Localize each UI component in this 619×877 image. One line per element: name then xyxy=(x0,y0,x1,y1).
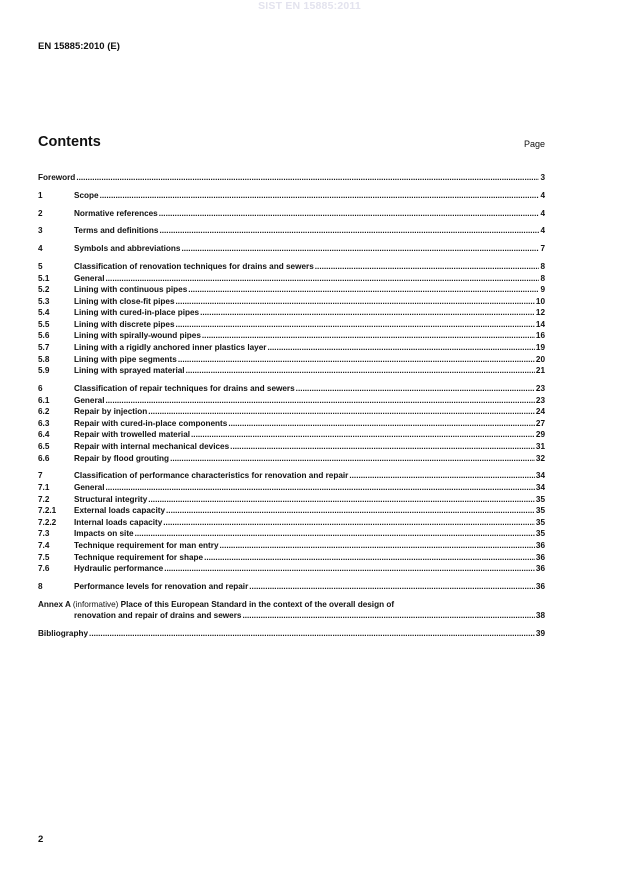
leader-dots xyxy=(164,563,535,575)
toc-entry-page: 20 xyxy=(535,354,545,364)
toc-entry-title: Normative references xyxy=(74,208,158,218)
toc-entry-title: Technique requirement for man entry xyxy=(74,540,219,550)
toc-entry-number: 5.2 xyxy=(38,285,50,295)
leader-dots xyxy=(188,284,539,296)
toc-entry[interactable] xyxy=(38,470,545,482)
annex-title-line1: Place of this European Standard in the context of the overall design of xyxy=(120,599,395,609)
toc-entry-number: 3 xyxy=(38,226,43,236)
toc-entry-number: 5 xyxy=(38,261,43,271)
leader-dots xyxy=(106,482,535,494)
toc-entry[interactable] xyxy=(38,581,545,593)
toc-entry-title: General xyxy=(74,273,105,283)
toc-entry-title: Internal loads capacity xyxy=(74,517,163,527)
document-id: EN 15885:2010 (E) xyxy=(38,41,120,52)
watermark: SIST EN 15885:2011 xyxy=(258,0,361,12)
toc-entry-number: 5.6 xyxy=(38,331,50,341)
toc-entry-page: 23 xyxy=(535,395,545,405)
toc-entry-number: 8 xyxy=(38,581,43,591)
table-of-contents xyxy=(38,172,545,640)
toc-entry-page: 31 xyxy=(535,442,545,451)
toc-entry[interactable] xyxy=(38,552,545,564)
toc-entry-number: 1 xyxy=(38,190,43,200)
toc-entry[interactable] xyxy=(38,517,545,529)
toc-entry-title: Repair with cured-in-place components xyxy=(74,418,228,428)
toc-entry-page: 16 xyxy=(535,331,545,341)
leader-dots xyxy=(181,243,539,255)
leader-dots xyxy=(148,494,535,506)
toc-entry-title: Lining with continuous pipes xyxy=(74,285,188,295)
toc-entry-page: 23 xyxy=(535,384,545,394)
toc-entry[interactable] xyxy=(38,273,545,285)
leader-dots xyxy=(296,383,535,395)
toc-entry-page: 35 xyxy=(535,517,545,527)
toc-entry-title: Terms and definitions xyxy=(74,226,159,236)
leader-dots xyxy=(178,354,535,366)
toc-entry[interactable] xyxy=(38,365,545,377)
toc-entry-title: Repair by injection xyxy=(74,407,148,417)
toc-entry-title: Scope xyxy=(74,190,99,200)
toc-entry[interactable] xyxy=(38,284,545,296)
toc-entry-title: Impacts on site xyxy=(74,529,134,539)
toc-entry-number: 6.1 xyxy=(38,395,50,405)
toc-entry[interactable] xyxy=(38,319,545,331)
toc-entry-number: 7.2.1 xyxy=(38,506,57,516)
toc-entry-title: Lining with close-fit pipes xyxy=(74,296,175,306)
annex-page: 38 xyxy=(535,611,545,621)
toc-entry-page: 7 xyxy=(540,244,545,254)
toc-entry-page: 24 xyxy=(535,407,545,417)
toc-entry-title: Lining with cured-in-place pipes xyxy=(74,308,200,318)
toc-entry-annex-a[interactable] xyxy=(38,599,545,622)
leader-dots xyxy=(159,208,540,220)
leader-dots xyxy=(163,517,535,529)
toc-entry-page: 32 xyxy=(535,453,545,463)
toc-entry-title: Symbols and abbreviations xyxy=(74,244,181,254)
toc-entry-number: 7.2 xyxy=(38,494,50,504)
toc-entry[interactable] xyxy=(38,429,545,441)
leader-dots xyxy=(148,406,535,418)
leader-dots xyxy=(267,342,534,354)
toc-entry[interactable] xyxy=(38,243,545,255)
toc-entry[interactable] xyxy=(38,307,545,319)
leader-dots xyxy=(106,395,535,407)
toc-entry-number: 2 xyxy=(38,208,43,218)
toc-entry-page: 29 xyxy=(535,430,545,440)
toc-entry-page: 21 xyxy=(535,366,545,376)
toc-entry-number: 6.5 xyxy=(38,442,50,451)
toc-entry-number: 6.3 xyxy=(38,418,50,428)
toc-entry[interactable] xyxy=(38,528,545,540)
toc-entry-number: 7.5 xyxy=(38,552,50,562)
toc-entry[interactable] xyxy=(38,441,545,453)
toc-entry-title: Repair with internal mechanical devices xyxy=(74,442,230,451)
leader-dots xyxy=(135,528,535,540)
toc-entry-page: 19 xyxy=(535,343,545,353)
toc-entry-number: 5.7 xyxy=(38,343,50,353)
toc-entry-page: 34 xyxy=(535,482,545,492)
toc-entry-title: Lining with pipe segments xyxy=(74,354,177,364)
toc-entry[interactable] xyxy=(38,354,545,366)
page-column-label: Page xyxy=(523,139,545,149)
leader-dots xyxy=(176,319,535,331)
bibliography-title: Bibliography xyxy=(38,629,89,639)
toc-entry-title: Performance levels for renovation and repair xyxy=(74,581,249,591)
toc-entry-title: Lining with spirally-wound pipes xyxy=(74,331,201,341)
toc-entry-page: 27 xyxy=(535,418,545,428)
toc-entry-number: 6.6 xyxy=(38,453,50,463)
toc-entry-title: Lining with discrete pipes xyxy=(74,319,175,329)
toc-entry-title: Lining with a rigidly anchored inner plastics layer xyxy=(74,343,267,353)
toc-entry-number: 5.4 xyxy=(38,308,50,318)
annex-label: Annex A xyxy=(38,599,71,609)
toc-entry-title: Technique requirement for shape xyxy=(74,552,204,562)
toc-entry[interactable] xyxy=(38,190,545,202)
toc-entry-number: 6 xyxy=(38,384,43,394)
toc-entry-page: 35 xyxy=(535,506,545,516)
toc-entry-page: 36 xyxy=(535,581,545,591)
toc-entry[interactable] xyxy=(38,208,545,220)
leader-dots xyxy=(230,441,535,453)
leader-dots xyxy=(176,296,535,308)
toc-entry-title: External loads capacity xyxy=(74,506,166,516)
leader-dots xyxy=(159,225,539,237)
leader-dots xyxy=(76,172,539,184)
toc-entry-number: 4 xyxy=(38,244,43,254)
toc-entry[interactable] xyxy=(38,453,545,465)
leader-dots xyxy=(228,418,535,430)
toc-entry-page: 8 xyxy=(540,273,545,283)
toc-entry-page: 36 xyxy=(535,552,545,562)
toc-entry-title: General xyxy=(74,395,105,405)
toc-entry[interactable] xyxy=(38,563,545,575)
toc-entry-page: 4 xyxy=(540,190,545,200)
toc-entry-page: 34 xyxy=(535,471,545,481)
toc-entry-number: 7.3 xyxy=(38,529,50,539)
toc-entry[interactable] xyxy=(38,342,545,354)
toc-entry-page: 35 xyxy=(535,529,545,539)
toc-entry[interactable] xyxy=(38,261,545,273)
toc-entry-page: 10 xyxy=(535,296,545,306)
toc-entry-number: 7.2.2 xyxy=(38,517,57,527)
toc-entry-title: General xyxy=(74,482,105,492)
toc-entry-page: 12 xyxy=(535,308,545,318)
leader-dots xyxy=(166,505,535,517)
annex-title-line2: renovation and repair of drains and sewers xyxy=(74,611,242,621)
toc-entry-title: Classification of repair techniques for drains and sewers xyxy=(74,384,295,394)
toc-entry-page: 36 xyxy=(535,540,545,550)
bibliography-page: 39 xyxy=(535,629,545,639)
toc-entry-title: Hydraulic performance xyxy=(74,564,164,574)
toc-entry[interactable] xyxy=(38,406,545,418)
toc-entry[interactable] xyxy=(38,505,545,517)
toc-entry-title: Classification of renovation techniques for drains and sewers xyxy=(74,261,314,271)
toc-entry[interactable] xyxy=(38,482,545,494)
toc-entry[interactable] xyxy=(38,225,545,237)
page-number: 2 xyxy=(38,834,44,845)
toc-entry-page: 4 xyxy=(540,208,545,218)
toc-entry-number: 7.6 xyxy=(38,564,50,574)
leader-dots xyxy=(106,273,540,285)
leader-dots xyxy=(170,453,535,465)
toc-entry-page: 35 xyxy=(535,494,545,504)
page-title: Contents xyxy=(38,134,101,150)
toc-entry[interactable] xyxy=(38,418,545,430)
toc-entry-number: 7 xyxy=(38,471,43,481)
toc-entry-title: Classification of performance characteristics for renovation and repair xyxy=(74,471,349,481)
leader-dots xyxy=(186,365,535,377)
leader-dots xyxy=(349,470,535,482)
toc-entry[interactable] xyxy=(38,172,545,184)
toc-entry-page: 36 xyxy=(535,564,545,574)
toc-entry-title: Foreword xyxy=(38,173,76,182)
toc-entry-title: Repair by flood grouting xyxy=(74,453,170,463)
toc-entry-number: 6.4 xyxy=(38,430,50,440)
toc-entry-title: Structural integrity xyxy=(74,494,148,504)
toc-entry-title: Lining with sprayed material xyxy=(74,366,185,376)
toc-entry-page: 4 xyxy=(540,226,545,236)
toc-entry[interactable] xyxy=(38,383,545,395)
leader-dots xyxy=(89,628,535,640)
toc-entry-number: 5.9 xyxy=(38,366,50,376)
leader-dots xyxy=(191,429,535,441)
toc-entry-number: 5.3 xyxy=(38,296,50,306)
toc-entry-title: Repair with trowelled material xyxy=(74,430,191,440)
annex-qualifier: (informative) xyxy=(72,599,119,609)
toc-entry-page: 14 xyxy=(535,319,545,329)
toc-entry-number: 7.1 xyxy=(38,482,50,492)
toc-entry-page: 8 xyxy=(540,261,545,271)
toc-entry[interactable] xyxy=(38,330,545,342)
toc-entry-page: 9 xyxy=(540,285,545,295)
leader-dots xyxy=(100,190,540,202)
toc-entry[interactable] xyxy=(38,395,545,407)
leader-dots xyxy=(242,610,534,622)
toc-entry-page: 3 xyxy=(540,173,545,182)
toc-entry-number: 6.2 xyxy=(38,407,50,417)
toc-entry-number: 5.1 xyxy=(38,273,50,283)
leader-dots xyxy=(204,552,535,564)
toc-entry-bibliography[interactable] xyxy=(38,628,545,640)
toc-entry-number: 7.4 xyxy=(38,540,50,550)
toc-entry-number: 5.5 xyxy=(38,319,50,329)
leader-dots xyxy=(249,581,535,593)
toc-entry[interactable] xyxy=(38,540,545,552)
leader-dots xyxy=(200,307,535,319)
toc-entry[interactable] xyxy=(38,494,545,506)
toc-entry[interactable] xyxy=(38,296,545,308)
toc-entry-number: 5.8 xyxy=(38,354,50,364)
leader-dots xyxy=(220,540,535,552)
leader-dots xyxy=(202,330,535,342)
leader-dots xyxy=(315,261,540,273)
